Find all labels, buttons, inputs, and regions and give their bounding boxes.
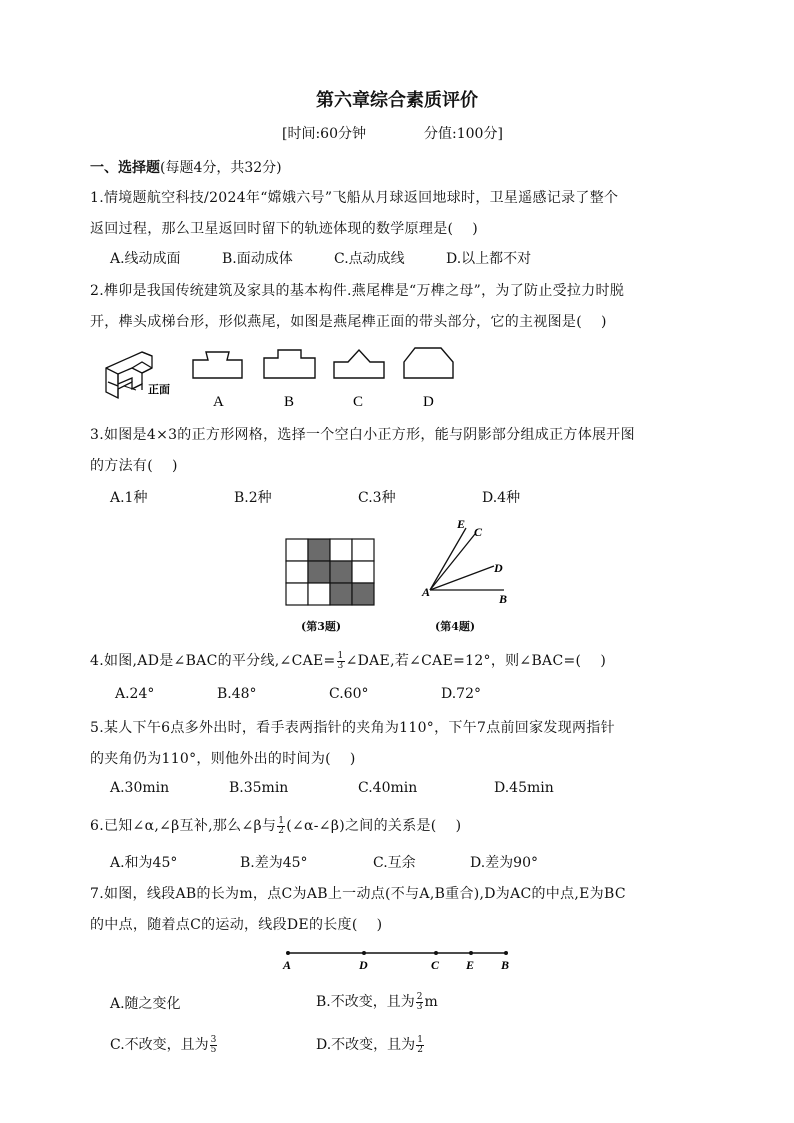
q1-line2: 返回过程，那么卫星返回时留下的轨迹体现的数学原理是( ) bbox=[90, 221, 479, 237]
point-a bbox=[286, 951, 290, 955]
q4-option-b: B.48° bbox=[217, 686, 257, 702]
q5-option-c: C.40min bbox=[358, 780, 418, 796]
q4-angle-figure bbox=[420, 514, 520, 606]
q4-prefix: 4.如图,AD是∠BAC的平分线,∠CAE= bbox=[90, 653, 336, 669]
q3-line1: 3.如图是4×3的正方形网格，选择一个空白小正方形，能与阴影部分组成正方体展开图 bbox=[90, 427, 635, 443]
q7-segment-figure bbox=[280, 946, 512, 972]
seg-label-d: D bbox=[359, 958, 368, 972]
point-a-label: A bbox=[422, 585, 431, 599]
front-label: 正面 bbox=[148, 384, 170, 396]
choice-a-shape bbox=[193, 352, 242, 378]
q5-option-a: A.30min bbox=[110, 780, 170, 796]
q3-option-b: B.2种 bbox=[234, 490, 272, 506]
q6-prefix: 6.已知∠α,∠β互补,那么∠β与 bbox=[90, 818, 277, 834]
seg-label-e: E bbox=[466, 958, 475, 972]
q3-option-d: D.4种 bbox=[482, 490, 521, 506]
grid-cell-blank bbox=[286, 583, 308, 605]
grid-cell-shaded bbox=[330, 561, 352, 583]
choice-a-label: A bbox=[213, 394, 224, 410]
q3-grid-figure bbox=[285, 538, 377, 608]
exam-score: 分值:100分] bbox=[424, 126, 503, 142]
grid-cell-shaded bbox=[330, 583, 352, 605]
q6-option-a: A.和为45° bbox=[110, 855, 178, 871]
seg-label-c: C bbox=[431, 958, 440, 972]
q4-option-c: C.60° bbox=[329, 686, 369, 702]
section-name: 一、选择题 bbox=[90, 160, 160, 176]
grid-cell-blank bbox=[352, 561, 374, 583]
q4-fraction: $\frac{1}{3}$ bbox=[337, 650, 344, 671]
q3-caption: (第3题) bbox=[301, 620, 342, 633]
choice-c-shape bbox=[334, 350, 384, 378]
grid-cell-shaded bbox=[308, 561, 330, 583]
section-header bbox=[90, 157, 282, 177]
q1-option-a: A.线动成面 bbox=[110, 251, 181, 267]
q7-option-a: A.随之变化 bbox=[110, 996, 181, 1012]
grid-cell-shaded bbox=[352, 583, 374, 605]
q7-option-b: B.不改变，且为 $\frac{2}{3}$ m bbox=[316, 991, 438, 1012]
q7-line2: 的中点，随着点C的运动，线段DE的长度( ) bbox=[90, 917, 383, 933]
choice-c-label: C bbox=[353, 394, 364, 410]
q1-line1: 1.情境题航空科技/2024年“嫦娥六号”飞船从月球返回地球时，卫星遥感记录了整个 bbox=[90, 190, 619, 206]
q3-option-c: C.3种 bbox=[358, 490, 396, 506]
exam-time: [时间:60分钟 bbox=[282, 126, 366, 142]
q4-option-a: A.24° bbox=[115, 686, 155, 702]
dovetail-3d-figure bbox=[106, 352, 152, 398]
q5-line2: 的夹角仍为110°，则他外出的时间为( ) bbox=[90, 751, 356, 767]
grid-cell-blank bbox=[330, 539, 352, 561]
q5-line1: 5.某人下午6点多外出时，看手表两指针的夹角为110°，下午7点前回家发现两指针 bbox=[90, 720, 615, 736]
point-d bbox=[362, 951, 366, 955]
point-c bbox=[434, 951, 438, 955]
choice-b-label: B bbox=[284, 394, 295, 410]
q6-option-d: D.差为90° bbox=[470, 855, 538, 871]
q2-line1: 2.榫卯是我国传统建筑及家具的基本构件.燕尾榫是“万榫之母”，为了防止受拉力时脱 bbox=[90, 283, 625, 299]
ray-ae bbox=[430, 528, 466, 590]
q6-option-c: C.互余 bbox=[373, 855, 416, 871]
choice-d-shape bbox=[404, 348, 453, 378]
grid-cell-shaded bbox=[308, 539, 330, 561]
q1-option-b: B.面动成体 bbox=[222, 251, 293, 267]
point-b bbox=[504, 951, 508, 955]
q6-suffix: (∠α-∠β)之间的关系是( ) bbox=[286, 818, 462, 834]
seg-label-b: B bbox=[501, 958, 510, 972]
point-e-label: E bbox=[457, 517, 466, 531]
q7-option-d: D.不改变，且为 $\frac{1}{2}$ bbox=[316, 1034, 423, 1055]
page-title: 第六章综合素质评价 bbox=[316, 90, 478, 111]
point-c-label: C bbox=[474, 525, 483, 539]
q3-option-a: A.1种 bbox=[110, 490, 148, 506]
point-d-label: D bbox=[494, 561, 503, 575]
q5-option-b: B.35min bbox=[229, 780, 289, 796]
q4-option-d: D.72° bbox=[441, 686, 481, 702]
point-b-label: B bbox=[499, 592, 508, 606]
grid-cell-blank bbox=[286, 539, 308, 561]
point-e bbox=[469, 951, 473, 955]
q2-line2: 开，榫头成梯台形，形似燕尾，如图是燕尾榫正面的带头部分，它的主视图是( ) bbox=[90, 314, 607, 330]
q1-option-c: C.点动成线 bbox=[334, 251, 405, 267]
choice-b-shape bbox=[264, 350, 315, 378]
section-rule: (每题4分，共32分) bbox=[160, 160, 282, 176]
q4-suffix: ∠DAE,若∠CAE=12°，则∠BAC=( ) bbox=[345, 653, 607, 669]
choice-d-label: D bbox=[423, 394, 434, 410]
q6-line1 bbox=[90, 815, 461, 836]
q6-fraction: $\frac{1}{2}$ bbox=[278, 815, 285, 836]
q3-line2: 的方法有( ) bbox=[90, 458, 178, 474]
grid-cell-blank bbox=[352, 539, 374, 561]
q4-line1 bbox=[90, 650, 606, 671]
q7-option-c: C.不改变，且为 $\frac{3}{5}$ bbox=[110, 1034, 217, 1055]
grid-cell-blank bbox=[286, 561, 308, 583]
q6-option-b: B.差为45° bbox=[240, 855, 308, 871]
q1-option-d: D.以上都不对 bbox=[446, 251, 532, 267]
q2-figure bbox=[96, 340, 476, 415]
q4-caption: (第4题) bbox=[435, 620, 476, 633]
q7-line1: 7.如图，线段AB的长为m，点C为AB上一动点(不与A,B重合),D为AC的中点,E为BC bbox=[90, 886, 626, 902]
q5-option-d: D.45min bbox=[494, 780, 554, 796]
grid-cell-blank bbox=[308, 583, 330, 605]
seg-label-a: A bbox=[283, 958, 292, 972]
